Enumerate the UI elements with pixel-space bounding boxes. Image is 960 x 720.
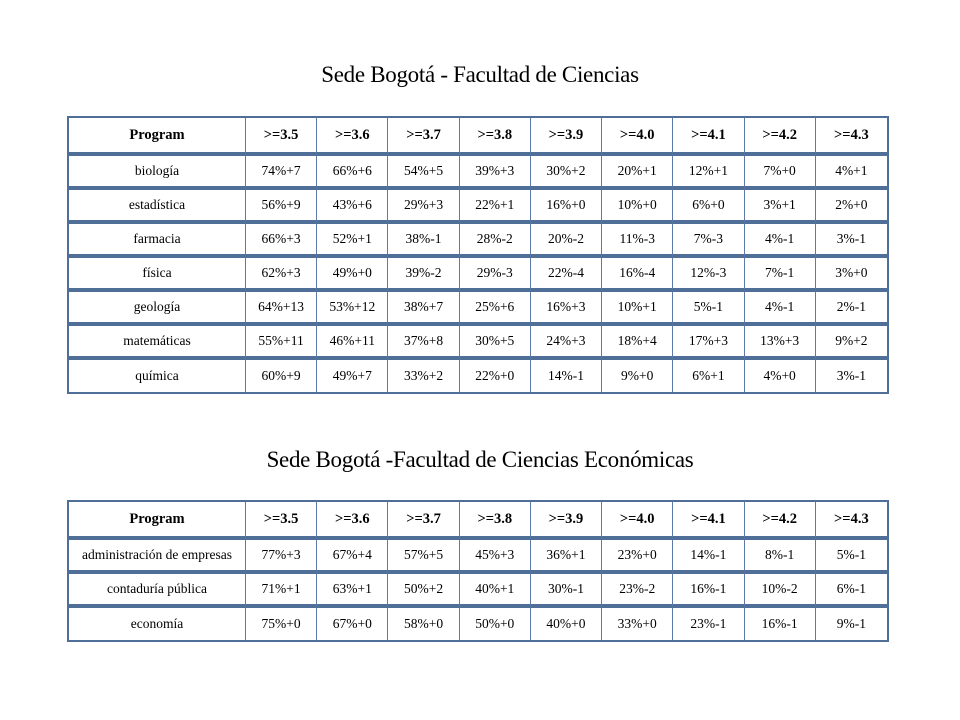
table-row	[69, 608, 887, 640]
column-header-threshold: >=3.6	[317, 118, 388, 156]
percentage-cell: 12%+1	[673, 156, 744, 190]
percentage-cell: 11%-3	[602, 224, 673, 258]
table-ciencias	[67, 116, 889, 394]
percentage-cell: 75%+0	[246, 608, 317, 640]
program-name-cell: estadística	[69, 190, 246, 224]
program-name-cell: administración de empresas	[69, 540, 246, 574]
percentage-cell: 50%+0	[460, 608, 531, 640]
percentage-cell: 33%+2	[388, 360, 459, 392]
percentage-cell: 7%+0	[745, 156, 816, 190]
percentage-cell: 45%+3	[460, 540, 531, 574]
percentage-cell: 46%+11	[317, 326, 388, 360]
column-header-threshold: >=3.8	[460, 502, 531, 540]
percentage-cell: 40%+0	[531, 608, 602, 640]
percentage-cell: 5%-1	[673, 292, 744, 326]
percentage-cell: 66%+6	[317, 156, 388, 190]
percentage-cell: 10%+0	[602, 190, 673, 224]
percentage-cell: 7%-3	[673, 224, 744, 258]
percentage-cell: 38%-1	[388, 224, 459, 258]
percentage-cell: 30%-1	[531, 574, 602, 608]
header-row	[69, 502, 887, 540]
percentage-cell: 23%-2	[602, 574, 673, 608]
percentage-cell: 16%-4	[602, 258, 673, 292]
column-header-threshold: >=4.2	[745, 502, 816, 540]
program-name-cell: química	[69, 360, 246, 392]
percentage-cell: 16%-1	[745, 608, 816, 640]
percentage-cell: 29%+3	[388, 190, 459, 224]
percentage-cell: 64%+13	[246, 292, 317, 326]
column-header-threshold: >=4.3	[816, 118, 887, 156]
percentage-cell: 4%-1	[745, 292, 816, 326]
percentage-cell: 54%+5	[388, 156, 459, 190]
percentage-cell: 16%-1	[673, 574, 744, 608]
column-header-threshold: >=3.7	[388, 502, 459, 540]
percentage-cell: 16%+0	[531, 190, 602, 224]
header-row	[69, 118, 887, 156]
percentage-cell: 22%-4	[531, 258, 602, 292]
percentage-cell: 50%+2	[388, 574, 459, 608]
percentage-cell: 62%+3	[246, 258, 317, 292]
percentage-cell: 74%+7	[246, 156, 317, 190]
table-row	[69, 540, 887, 574]
percentage-cell: 5%-1	[816, 540, 887, 574]
percentage-cell: 2%+0	[816, 190, 887, 224]
table-row	[69, 292, 887, 326]
percentage-cell: 67%+0	[317, 608, 388, 640]
percentage-cell: 49%+7	[317, 360, 388, 392]
table-row	[69, 190, 887, 224]
column-header-threshold: >=3.8	[460, 118, 531, 156]
column-header-threshold: >=4.1	[673, 502, 744, 540]
percentage-cell: 52%+1	[317, 224, 388, 258]
column-header-threshold: >=3.9	[531, 118, 602, 156]
percentage-cell: 3%-1	[816, 224, 887, 258]
table-row	[69, 326, 887, 360]
percentage-cell: 20%+1	[602, 156, 673, 190]
column-header-program: Program	[69, 118, 246, 156]
percentage-cell: 6%+1	[673, 360, 744, 392]
column-header-threshold: >=3.6	[317, 502, 388, 540]
percentage-cell: 6%-1	[816, 574, 887, 608]
program-name-cell: biología	[69, 156, 246, 190]
percentage-cell: 25%+6	[460, 292, 531, 326]
percentage-cell: 56%+9	[246, 190, 317, 224]
table-row	[69, 574, 887, 608]
percentage-cell: 18%+4	[602, 326, 673, 360]
column-header-threshold: >=4.0	[602, 118, 673, 156]
percentage-cell: 22%+0	[460, 360, 531, 392]
column-header-threshold: >=4.3	[816, 502, 887, 540]
percentage-cell: 57%+5	[388, 540, 459, 574]
percentage-cell: 9%+2	[816, 326, 887, 360]
percentage-cell: 67%+4	[317, 540, 388, 574]
percentage-cell: 55%+11	[246, 326, 317, 360]
percentage-cell: 63%+1	[317, 574, 388, 608]
column-header-threshold: >=3.5	[246, 118, 317, 156]
percentage-cell: 39%-2	[388, 258, 459, 292]
percentage-cell: 9%-1	[836, 616, 866, 631]
percentage-cell: 14%-1	[673, 540, 744, 574]
percentage-cell: 4%-1	[745, 224, 816, 258]
table-row	[69, 156, 887, 190]
column-header-threshold: >=3.5	[246, 502, 317, 540]
table-ciencias-economicas	[67, 500, 889, 642]
percentage-cell: 43%+6	[317, 190, 388, 224]
program-name-cell: farmacia	[69, 224, 246, 258]
column-header-threshold: >=4.1	[673, 118, 744, 156]
percentage-cell: 29%-3	[460, 258, 531, 292]
program-name-cell: geología	[69, 292, 246, 326]
percentage-cell: 16%+3	[531, 292, 602, 326]
percentage-cell: 3%+1	[745, 190, 816, 224]
program-name-cell: matemáticas	[69, 326, 246, 360]
percentage-cell: 17%+3	[673, 326, 744, 360]
percentage-cell: 39%+3	[460, 156, 531, 190]
percentage-cell: 12%-3	[673, 258, 744, 292]
percentage-cell: 53%+12	[317, 292, 388, 326]
table-row	[69, 224, 887, 258]
percentage-cell: 30%+5	[460, 326, 531, 360]
percentage-cell: 49%+0	[317, 258, 388, 292]
percentage-cell: 71%+1	[246, 574, 317, 608]
percentage-cell: 77%+3	[246, 540, 317, 574]
column-header-threshold: >=3.7	[388, 118, 459, 156]
percentage-cell: 20%-2	[531, 224, 602, 258]
percentage-cell: 7%-1	[745, 258, 816, 292]
percentage-cell: 3%-1	[836, 368, 866, 383]
percentage-cell: 40%+1	[460, 574, 531, 608]
percentage-cell: 14%-1	[531, 360, 602, 392]
percentage-cell: 4%+1	[816, 156, 887, 190]
percentage-cell: 38%+7	[388, 292, 459, 326]
column-header-program: Program	[69, 502, 246, 540]
section-title-ciencias-economicas: Sede Bogotá -Facultad de Ciencias Económicas	[266, 447, 694, 472]
percentage-cell: 4%+0	[745, 360, 816, 392]
percentage-cell: 9%+0	[602, 360, 673, 392]
percentage-cell: 33%+0	[602, 608, 673, 640]
percentage-cell: 36%+1	[531, 540, 602, 574]
percentage-cell: 23%+0	[602, 540, 673, 574]
percentage-cell: 10%+1	[602, 292, 673, 326]
percentage-cell: 8%-1	[745, 540, 816, 574]
percentage-cell: 10%-2	[745, 574, 816, 608]
column-header-threshold: >=4.2	[745, 118, 816, 156]
percentage-cell: 66%+3	[246, 224, 317, 258]
percentage-cell: 24%+3	[531, 326, 602, 360]
percentage-cell: 22%+1	[460, 190, 531, 224]
program-name-cell: economía	[69, 608, 246, 640]
percentage-cell: 2%-1	[816, 292, 887, 326]
section-title-ciencias: Sede Bogotá - Facultad de Ciencias	[321, 62, 639, 87]
percentage-cell: 30%+2	[531, 156, 602, 190]
table-row	[69, 360, 887, 392]
program-name-cell: contaduría pública	[69, 574, 246, 608]
column-header-threshold: >=3.9	[531, 502, 602, 540]
percentage-cell: 37%+8	[388, 326, 459, 360]
percentage-cell: 58%+0	[388, 608, 459, 640]
percentage-cell: 28%-2	[460, 224, 531, 258]
percentage-cell: 6%+0	[673, 190, 744, 224]
column-header-threshold: >=4.0	[602, 502, 673, 540]
percentage-cell: 23%-1	[673, 608, 744, 640]
percentage-cell: 60%+9	[246, 360, 317, 392]
table-row	[69, 258, 887, 292]
program-name-cell: física	[69, 258, 246, 292]
percentage-cell: 13%+3	[745, 326, 816, 360]
percentage-cell: 3%+0	[816, 258, 887, 292]
